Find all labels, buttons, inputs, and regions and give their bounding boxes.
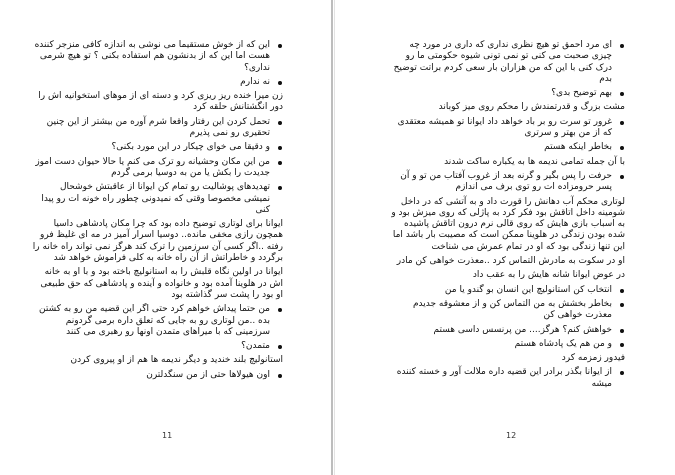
paragraph: لوتاری محکم آب دهانش را قورت داد و به آتشی که در داخل شومینه داخل اتاقش بود فکر کرد به پاژلی که روی میزش بود و به اسباب بازی هایش که روی قالی نرم درون اتاقش پاشیده شده بودن زندگی در هلوینا ممکن است که مصیبت بار باشد اما این تنها زندگی بود که او در تمام عمرش می شناخت: [391, 196, 625, 252]
bullet-line: نه ندارم: [32, 77, 283, 88]
left-page-text: [32, 40, 283, 384]
paragraph: با آن جمله تمامی ندیمه ها به یکباره ساکت شدند: [444, 156, 625, 167]
paragraph: مشت بزرگ و قدرتمندش را محکم روی میز کوباند: [438, 102, 625, 113]
bullet-line: ای مرد احمق تو هیچ نظری نداری که داری در مورد چه چیزی صحبت می کنی تو نمی تونی شیوه حکومتی ما رو درک کنی با این که من هزاران بار سعی کردم براتت توضیح بدم: [387, 40, 625, 85]
paragraph: زن میرا خنده ریز ریزی کرد و دسته ای از موهای استخوانیه اش را دور انگشتانش حلقه کرد: [38, 91, 283, 113]
right-page-text: [387, 40, 625, 393]
bullet-line: اون هیولاها حتی از من سنگدلترن: [32, 370, 283, 381]
bullet-line: من این مکان وحشیانه رو ترک می کنم یا حالا حیوان دست اموز جدیدت را بکش یا من به دوسیا برمی گردم: [32, 157, 283, 180]
bullet-line: متمدن؟: [32, 341, 283, 352]
bullet-line: از ایوانا بگذر برادر این قضیه داره ملالت آور و خسته کننده میشه: [387, 367, 625, 390]
bullet-line: و من هم یک پادشاه هستم: [387, 339, 625, 350]
paragraph: در عوض ایوانا شانه هایش را به عقب داد: [472, 270, 625, 281]
left-page: [0, 0, 331, 475]
right-page: [335, 0, 675, 475]
bullet-line: انتخاب کن استانولیچ این انسان بو گندو یا من: [387, 285, 625, 296]
paragraph: او در سکوت به مادرش التماس کرد ..معذرت خواهی کن مادر: [396, 256, 625, 267]
paragraph: ایوانا برای لوتاری توضیح داده بود که چرا مکان پادشاهی داسیا همچون رازی مخفی مانده.. دوسیا اسرار آمیز در مه ای غلیظ فرو رفته ..اگر کسی آن سرزمین را ترک کند هرگز نمی تواند راه خانه را برگردد و خاطراتش از آن راه خانه به کلی فراموش خواهد شد: [32, 219, 283, 264]
bullet-line: بخاطر اینکه هستم: [387, 142, 625, 153]
bullet-line: بهم توضیح بدی؟: [387, 88, 625, 99]
paragraph: فیدور زمزمه کرد: [561, 353, 625, 364]
page-gutter: [331, 0, 333, 475]
bullet-line: بخاطر بخشش به من التماس کن و از معشوقه جدیدم معذرت خواهی کن: [387, 299, 625, 322]
bullet-line: حرفت را پس بگیر و گرنه بعد از غروب آفتاب من تو و آن پسر حرومزاده ات رو توی برف می اندازم: [387, 171, 625, 194]
bullet-line: و دقیقا می خوای چیکار در این مورد بکنی؟: [32, 142, 283, 153]
bullet-line: خواهش کنم؟ هرگز.... من پرنسس داسی هستم: [387, 325, 625, 336]
bullet-line: تحمل کردن این رفتار واقعا شرم آوره من بیشتر از این چنین تحقیری رو نمی پذیرم: [32, 117, 283, 140]
paragraph: ایوانا در اولین نگاه قلبش را به استانولیچ باخته بود و با او به خانه اش در هلوینا آمده بود و خانواده و آینده و پادشاهی که حق طبیعی او بود را پشت سر گذاشته بود: [40, 267, 283, 300]
bullet-line: این که از خوش مستقیما می نوشی به اندازه کافی منزجر کننده هست اما این که از بدنشون هم استفاده بکنی ؟ تو هیچ شرمی نداری؟: [32, 40, 283, 74]
page-number: 12: [506, 431, 517, 440]
bullet-line: من حتما پیداش خواهم کرد حتی اگر این قضیه من رو به کشتن بده ..من لوتاری رو به جایی که تعلق داره برمی گردونم سرزمینی که با میراهای متمدن اونها رو رهبری می کنند: [32, 304, 283, 338]
bullet-line: تهدیدهای پوشالیت رو تمام کن ایوانا از عاقبتش خوشحال نمیشی مخصوصا وقتی که نمیدونی چطور راه خونه ات رو پیدا کنی: [32, 182, 283, 216]
bullet-line: غرور تو سرت رو بر باد خواهد داد ایوانا تو همیشه معتقدی که از من بهتر و سرتری: [387, 117, 625, 140]
page-number: 11: [162, 431, 173, 440]
paragraph: استانولیچ بلند خندید و دیگر ندیمه ها هم از او پیروی کردن: [70, 355, 283, 366]
